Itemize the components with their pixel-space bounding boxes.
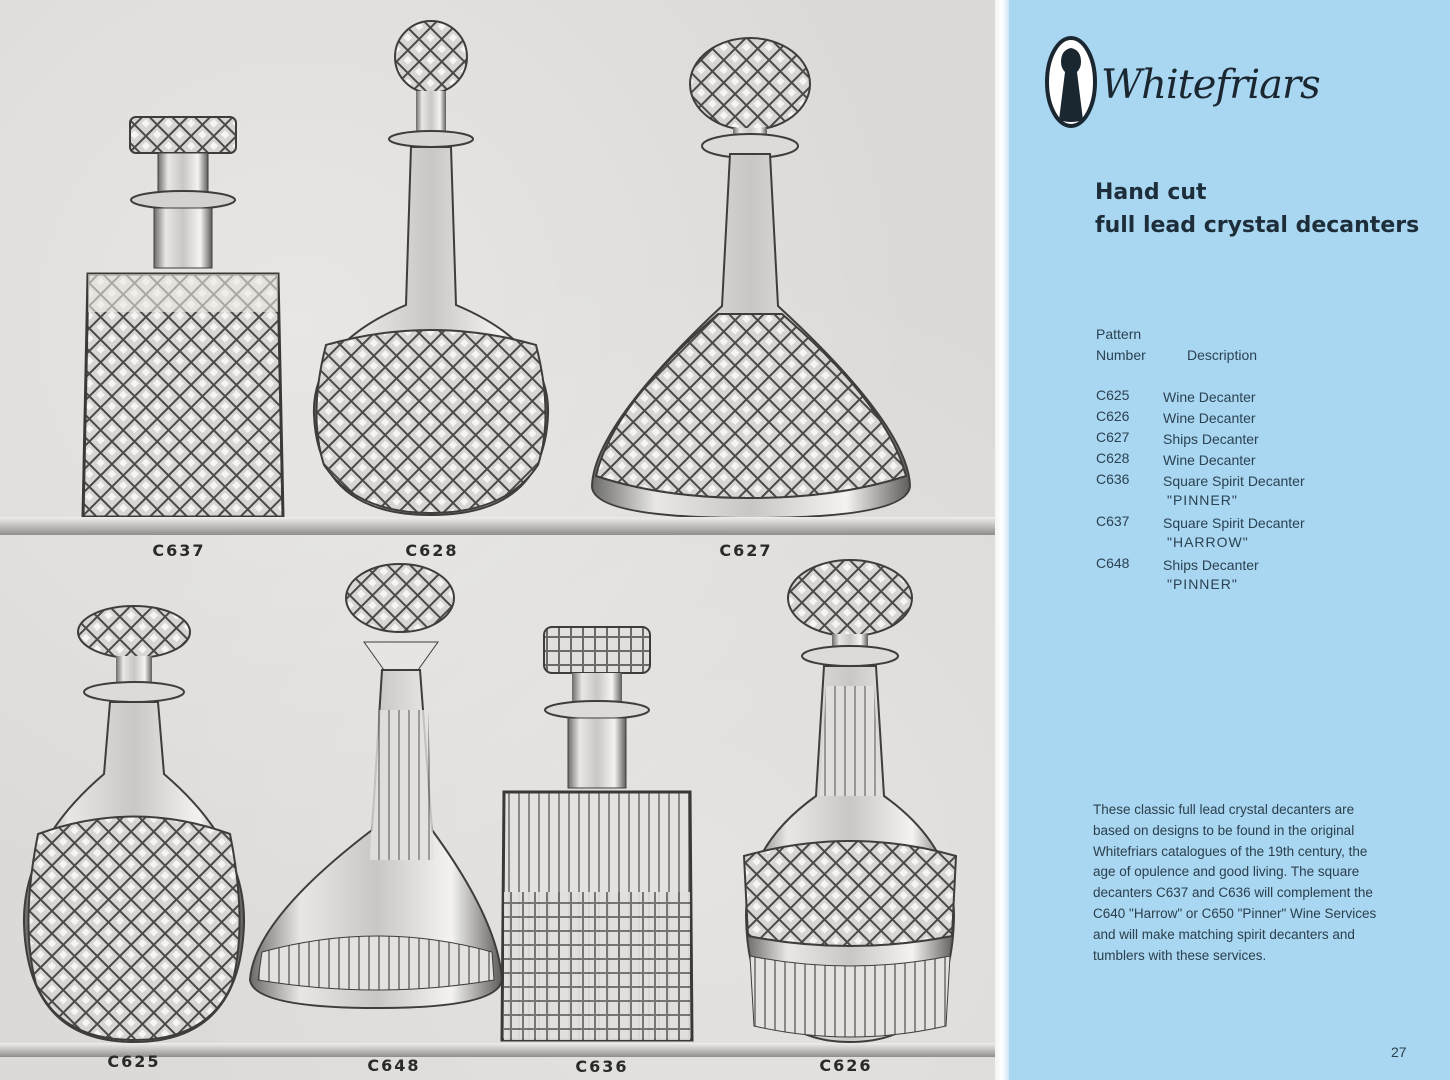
upper-shelf	[0, 517, 995, 535]
product-code-label: C625	[107, 1052, 161, 1071]
decanter-c626-image	[734, 556, 958, 1046]
page-gutter	[995, 0, 1009, 1080]
pattern-description: Ships Decanter	[1163, 431, 1259, 447]
pattern-description: Wine Decanter	[1163, 410, 1256, 426]
pattern-subname: "PINNER"	[1167, 492, 1238, 508]
header-description: Description	[1187, 347, 1258, 363]
brand-name: Whitefriars	[1101, 62, 1320, 108]
page-number: 27	[1391, 1044, 1407, 1060]
pattern-description: Wine Decanter	[1163, 389, 1256, 405]
friar-silhouette-icon	[1045, 36, 1097, 128]
pattern-description: Ships Decanter	[1163, 557, 1259, 573]
decanter-c628-image	[306, 15, 556, 520]
decanter-c625-image	[18, 604, 248, 1044]
info-panel	[1009, 0, 1450, 1080]
product-code-label: C627	[719, 541, 773, 560]
pattern-subname: "PINNER"	[1167, 576, 1238, 592]
product-code-label: C626	[819, 1056, 873, 1075]
product-code-label: C636	[575, 1057, 629, 1076]
product-code-label: C628	[405, 541, 459, 560]
pattern-number: C636	[1096, 471, 1130, 487]
product-code-label: C648	[367, 1056, 421, 1075]
header-pattern-line-2: Number	[1096, 347, 1146, 363]
decanter-c627-image	[588, 36, 918, 520]
header-pattern	[1096, 324, 1146, 366]
heading-line-2: full lead crystal decanters	[1095, 213, 1420, 238]
decanter-c636-image	[498, 622, 696, 1042]
pattern-description: Wine Decanter	[1163, 452, 1256, 468]
pattern-description: Square Spirit Decanter	[1163, 515, 1305, 531]
pattern-number: C628	[1096, 450, 1130, 466]
decanter-c648-image	[248, 560, 506, 1010]
pattern-number: C627	[1096, 429, 1130, 445]
page-heading	[1095, 176, 1445, 242]
pattern-number: C637	[1096, 513, 1130, 529]
heading-line-1: Hand cut	[1095, 180, 1207, 205]
description-paragraph: These classic full lead crystal decanters are based on designs to be found in the original Whitefriars catalogues of the 19th century, the age of opulence and good living. The square decanters C637 and C636 will complement the C640 "Harrow" or C650 "Pinner" Wine Services and will make matching spirit decanters and tumblers with these services.	[1093, 802, 1377, 963]
decanter-c637-image	[78, 112, 288, 522]
product-code-label: C637	[152, 541, 206, 560]
pattern-description: Square Spirit Decanter	[1163, 473, 1305, 489]
header-pattern-line-1: Pattern	[1096, 326, 1142, 342]
pattern-subname: "HARROW"	[1167, 534, 1249, 550]
pattern-number: C625	[1096, 387, 1130, 403]
pattern-number: C626	[1096, 408, 1130, 424]
pattern-number: C648	[1096, 555, 1130, 571]
